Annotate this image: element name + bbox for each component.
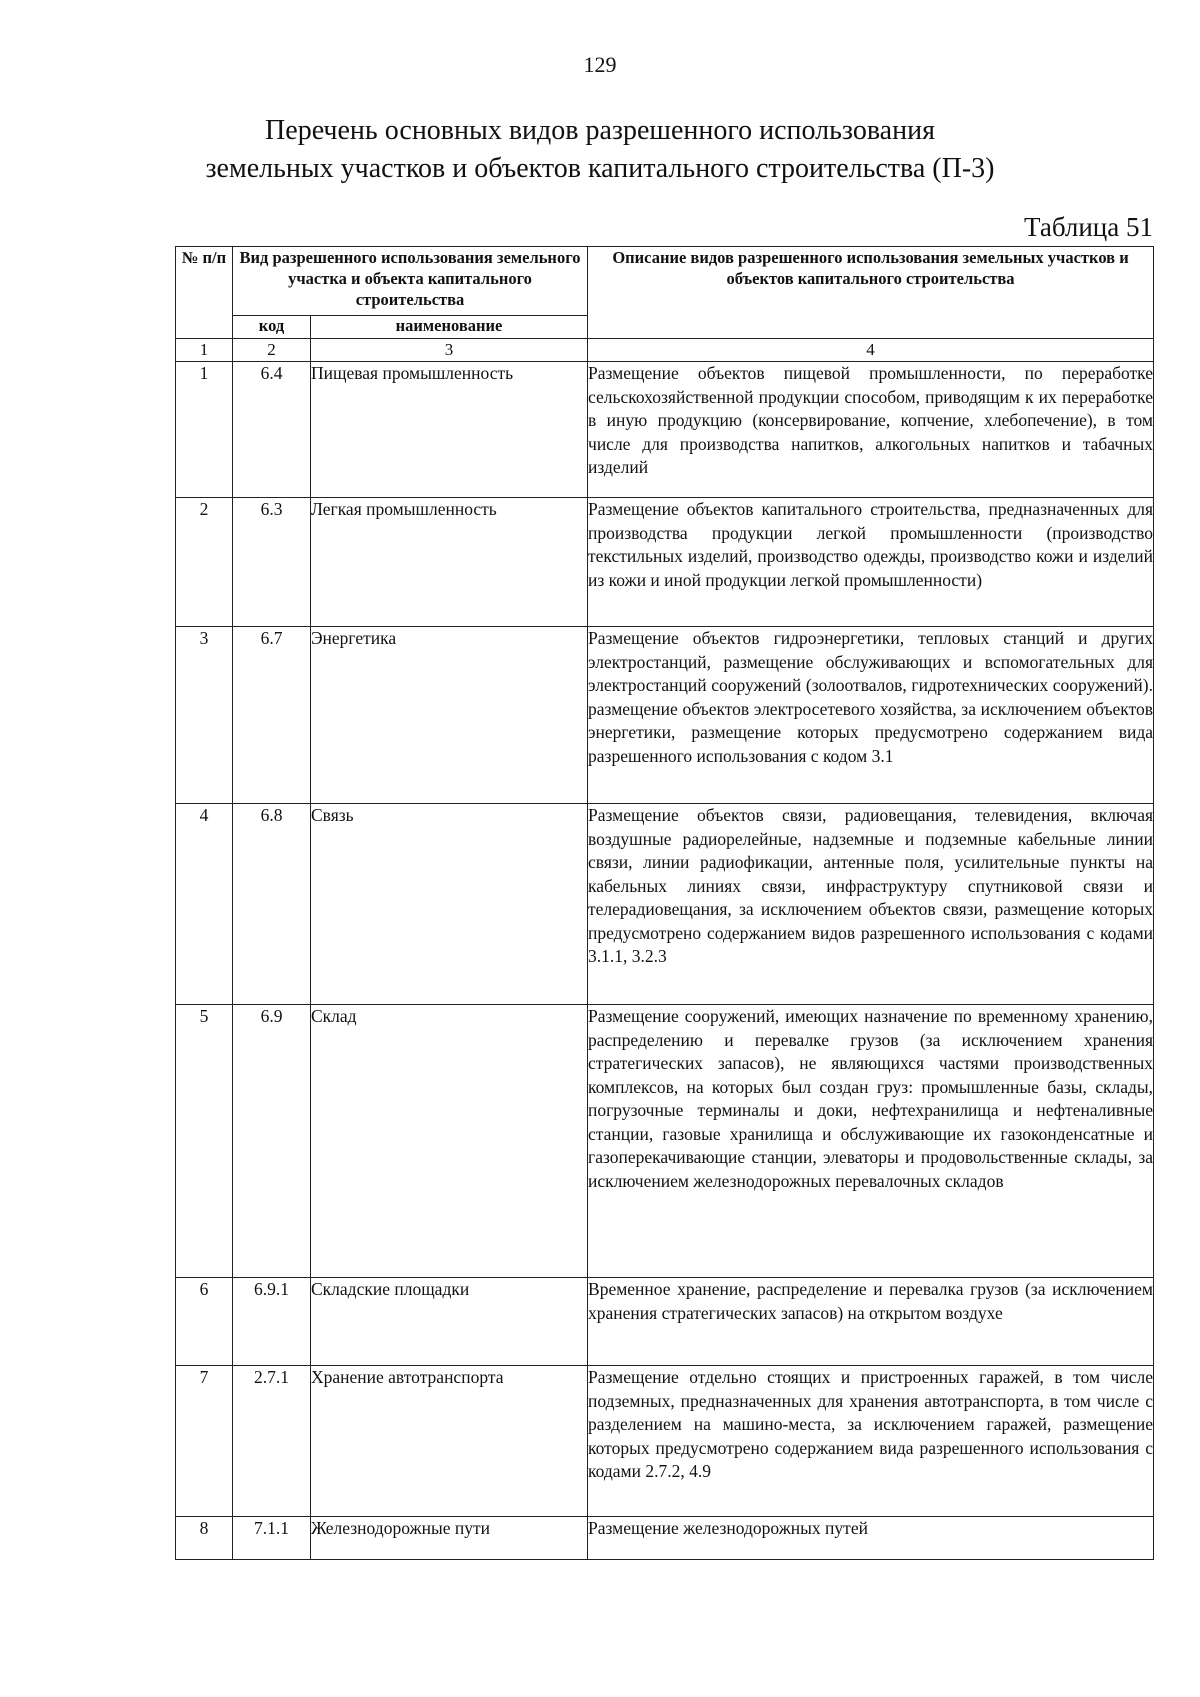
row-number: 1 (176, 362, 233, 498)
row-description: Размещение объектов капитального строительства, предназначенных для производства продукции легкой промышленности (производство текстильных изделий, производство одежды, производство кожи и изделий из кожи и иной продукции легкой промышленности) (588, 498, 1154, 627)
header-number: № п/п (176, 247, 233, 339)
row-name: Связь (311, 804, 588, 1005)
column-number: 3 (311, 339, 588, 362)
column-number-row (176, 339, 1154, 362)
table-row (176, 1005, 1154, 1278)
row-description: Размещение объектов связи, радиовещания, телевидения, включая воздушные радиорелейные, надземные и подземные кабельные линии связи, линии радиофикации, антенные поля, усилительные пункты на кабельных линиях связи, инфраструктуру спутниковой связи и телерадиовещания, за исключением объектов связи, размещение которых предусмотрено содержанием видов разрешенного использования с кодами 3.1.1, 3.2.3 (588, 804, 1154, 1005)
row-code: 6.9 (233, 1005, 311, 1278)
row-name: Складские площадки (311, 1278, 588, 1366)
row-code: 6.4 (233, 362, 311, 498)
row-name: Склад (311, 1005, 588, 1278)
row-description: Размещение железнодорожных путей (588, 1517, 1154, 1560)
table-row (176, 1278, 1154, 1366)
row-description: Временное хранение, распределение и перевалка грузов (за исключением хранения стратегических запасов) на открытом воздухе (588, 1278, 1154, 1366)
header-use-type: Вид разрешенного использования земельного участка и объекта капитального строительства (233, 247, 588, 316)
row-number: 2 (176, 498, 233, 627)
row-name: Пищевая промышленность (311, 362, 588, 498)
table-row (176, 1366, 1154, 1517)
row-code: 6.7 (233, 627, 311, 804)
header-code: код (233, 316, 311, 339)
header-description: Описание видов разрешенного использования земельных участков и объектов капитального строительства (588, 247, 1154, 339)
row-name: Хранение автотранспорта (311, 1366, 588, 1517)
row-code: 6.3 (233, 498, 311, 627)
row-name: Легкая промышленность (311, 498, 588, 627)
document-title (100, 112, 1100, 188)
row-number: 8 (176, 1517, 233, 1560)
row-description: Размещение отдельно стоящих и пристроенных гаражей, в том числе подземных, предназначенных для хранения автотранспорта, в том числе с разделением на машино-места, за исключением гаражей, размещение которых предусмотрено содержанием вида разрешенного использования с кодами 2.7.2, 4.9 (588, 1366, 1154, 1517)
title-line-2: земельных участков и объектов капитального строительства (П-3) (205, 153, 995, 184)
header-name: наименование (311, 316, 588, 339)
page-number: 129 (583, 52, 617, 77)
row-code: 6.9.1 (233, 1278, 311, 1366)
table-row (176, 362, 1154, 498)
row-name: Железнодорожные пути (311, 1517, 588, 1560)
title-line-1: Перечень основных видов разрешенного использования (265, 115, 935, 146)
column-number: 4 (588, 339, 1154, 362)
table-row (176, 1517, 1154, 1560)
row-number: 5 (176, 1005, 233, 1278)
row-code: 6.8 (233, 804, 311, 1005)
row-name: Энергетика (311, 627, 588, 804)
row-number: 3 (176, 627, 233, 804)
table-row (176, 627, 1154, 804)
column-number: 1 (176, 339, 233, 362)
row-number: 4 (176, 804, 233, 1005)
row-number: 7 (176, 1366, 233, 1517)
column-number: 2 (233, 339, 311, 362)
row-description: Размещение сооружений, имеющих назначение по временному хранению, распределению и перевалке грузов (за исключением хранения стратегических запасов), не являющихся частями производственных комплексов, на которых был создан груз: промышленные базы, склады, погрузочные терминалы и доки, нефтехранилища и нефтеналивные станции, газовые хранилища и обслуживающие их газоконденсатные и газоперекачивающие станции, элеваторы и продовольственные склады, за исключением железнодорожных перевалочных складов (588, 1005, 1154, 1278)
row-code: 2.7.1 (233, 1366, 311, 1517)
row-description: Размещение объектов пищевой промышленности, по переработке сельскохозяйственной продукции способом, приводящим к их переработке в иную продукцию (консервирование, копчение, хлебопечение), в том числе для производства напитков, алкогольных напитков и табачных изделий (588, 362, 1154, 498)
table-row (176, 804, 1154, 1005)
row-description: Размещение объектов гидроэнергетики, тепловых станций и других электростанций, размещение обслуживающих и вспомогательных для электростанций сооружений (золоотвалов, гидротехнических сооружений). размещение объектов электросетевого хозяйства, за исключением объектов энергетики, размещение которых предусмотрено содержанием вида разрешенного использования с кодом 3.1 (588, 627, 1154, 804)
table-caption: Таблица 51 (1024, 212, 1153, 242)
row-code: 7.1.1 (233, 1517, 311, 1560)
row-number: 6 (176, 1278, 233, 1366)
table-row (176, 498, 1154, 627)
land-use-table (175, 246, 1154, 1560)
